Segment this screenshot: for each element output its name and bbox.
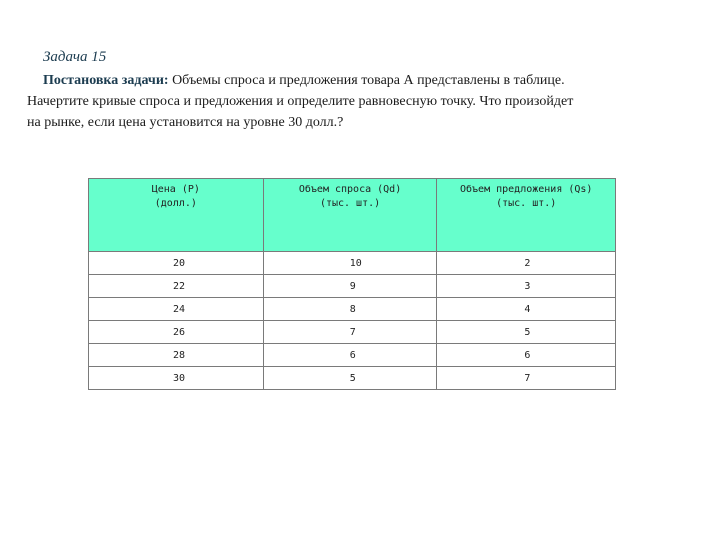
cell-price: 30 <box>89 367 264 390</box>
cell-demand: 10 <box>263 252 437 275</box>
task-line-2: Начертите кривые спроса и предложения и определите равновесную точку. Что произойдет <box>27 94 574 109</box>
cell-demand: 7 <box>263 321 437 344</box>
header-supply-line2: (тыс. шт.) <box>496 198 557 209</box>
table-row <box>89 344 616 367</box>
cell-supply: 4 <box>437 298 616 321</box>
cell-price: 26 <box>89 321 264 344</box>
table-row <box>89 298 616 321</box>
slide-title: Задача 15 <box>43 49 107 65</box>
cell-supply: 2 <box>437 252 616 275</box>
supply-demand-table <box>88 178 616 390</box>
cell-demand: 8 <box>263 298 437 321</box>
table-header-row <box>89 179 616 252</box>
header-demand <box>263 179 437 252</box>
cell-demand: 5 <box>263 367 437 390</box>
header-price-line1: Цена (P) <box>151 184 200 195</box>
table-row <box>89 275 616 298</box>
table-row <box>89 252 616 275</box>
task-label: Постановка задачи: <box>43 73 169 88</box>
task-statement <box>27 70 667 133</box>
cell-demand: 9 <box>263 275 437 298</box>
header-supply-line1: Объем предложения (Qs) <box>459 184 593 195</box>
cell-price: 28 <box>89 344 264 367</box>
cell-supply: 7 <box>437 367 616 390</box>
task-line-3: на рынке, если цена установится на уровне 30 долл.? <box>27 115 344 130</box>
table-row <box>89 367 616 390</box>
cell-price: 22 <box>89 275 264 298</box>
cell-supply: 5 <box>437 321 616 344</box>
header-price-line2: (долл.) <box>154 198 197 209</box>
cell-demand: 6 <box>263 344 437 367</box>
header-supply <box>437 179 616 252</box>
cell-supply: 3 <box>437 275 616 298</box>
header-demand-line2: (тыс. шт.) <box>319 198 381 209</box>
header-price <box>89 179 264 252</box>
cell-supply: 6 <box>437 344 616 367</box>
table-row <box>89 321 616 344</box>
header-demand-line1: Объем спроса (Qd) <box>298 184 402 195</box>
task-line-1 <box>27 70 667 91</box>
cell-price: 24 <box>89 298 264 321</box>
cell-price: 20 <box>89 252 264 275</box>
task-line-1-text: Объемы спроса и предложения товара А представлены в таблице. <box>168 73 565 88</box>
